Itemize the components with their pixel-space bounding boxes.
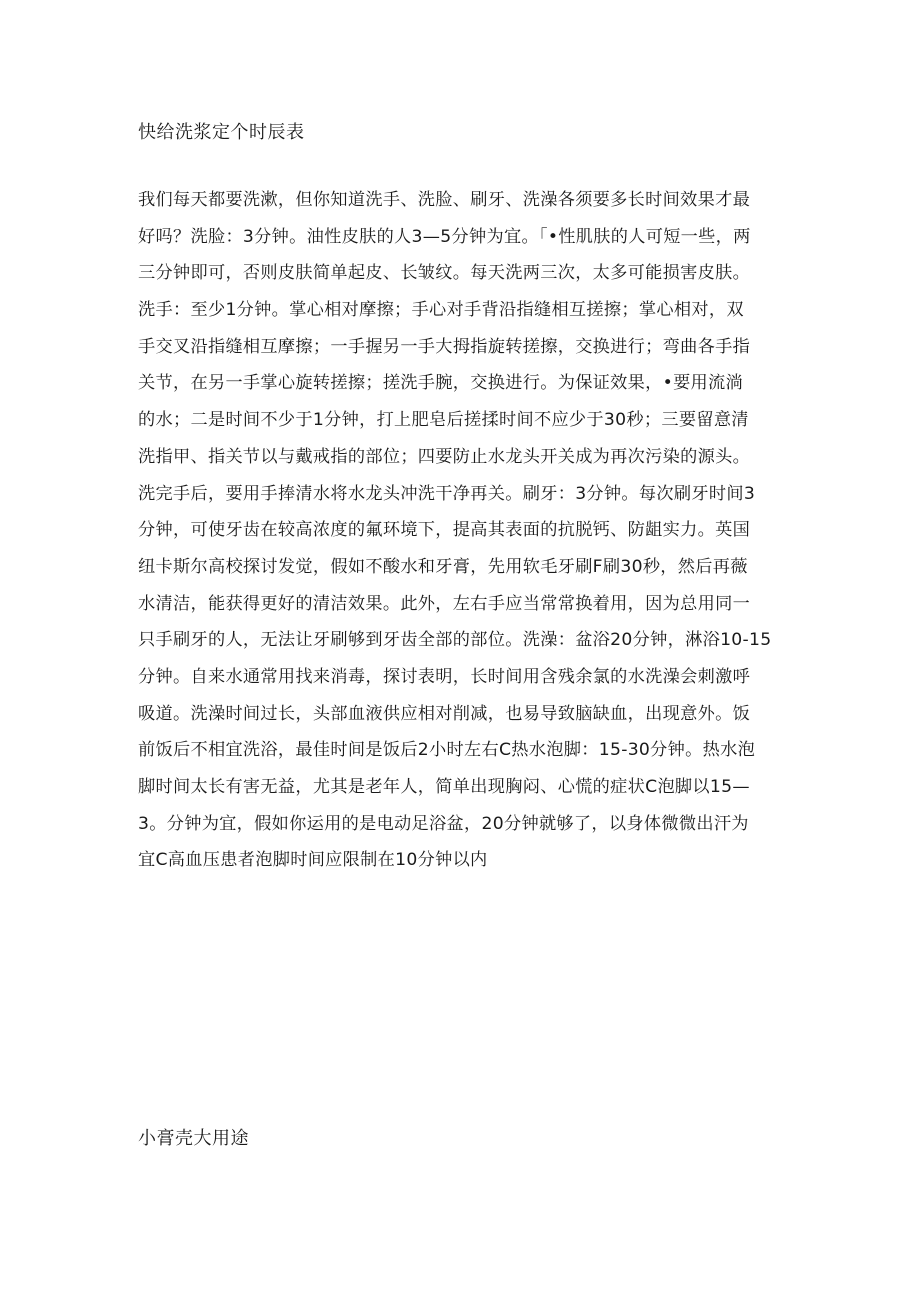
body-line: 纽卡斯尔高校探讨发觉，假如不酸水和牙膏，先用软毛牙刷F刷30秒，然后再薇 bbox=[138, 556, 748, 577]
body-line: 洗指甲、指关节以与戴戒指的部位；四要防止水龙头开关成为再次污染的源头。 bbox=[138, 446, 751, 467]
body-line: 三分钟即可，否则皮肤简单起皮、长皱纹。每天洗两三次，太多可能损害皮肤。 bbox=[138, 263, 751, 284]
body-line: 只手刷牙的人，无法让牙刷够到牙齿全部的部位。洗澡：盆浴20分钟，淋浴10-15 bbox=[138, 630, 772, 651]
article-body bbox=[138, 182, 788, 879]
article-heading: 快给洗浆定个时辰表 bbox=[138, 122, 305, 143]
body-line: 的水；二是时间不少于1分钟，打上肥皂后搓揉时间不应少于30秒；三要留意清 bbox=[138, 410, 749, 431]
body-line: 洗完手后，要用手捧清水将水龙头冲洗干净再关。刷牙：3分钟。每次刷牙时间3 bbox=[138, 483, 756, 504]
body-line: 脚时间太长有害无益，尤其是老年人，简单出现胸闷、心慌的症状C泡脚以15— bbox=[138, 777, 750, 797]
body-line: 关节，在另一手掌心旋转搓擦；搓洗手腕，交换进行。为保证效果，•要用流淌 bbox=[138, 373, 744, 394]
body-line: 手交叉沿指缝相互摩擦；一手握另一手大拇指旋转搓擦，交换进行；弯曲各手指 bbox=[138, 336, 751, 357]
body-line: 吸道。洗澡时间过长，头部血液供应相对削减，也易导致脑缺血，出现意外。饭 bbox=[138, 703, 751, 724]
body-line: 分钟。自来水通常用找来消毒，探讨表明，长时间用含残余氯的水洗澡会刺激呼 bbox=[138, 666, 751, 687]
body-line: 3。分钟为宜，假如你运用的是电动足浴盆，20分钟就够了，以身体微微出汗为 bbox=[138, 813, 749, 834]
body-line: 好吗？洗脸：3分钟。油性皮肤的人3—5分钟为宜。「•性肌肤的人可短一些，两 bbox=[138, 226, 751, 247]
body-line: 分钟，可使牙齿在较高浓度的氟环境下，提高其表面的抗脱钙、防龃实力。英国 bbox=[138, 520, 751, 541]
section-heading: 小膏壳大用途 bbox=[138, 1128, 249, 1149]
body-line: 前饭后不相宜洗浴，最佳时间是饭后2小时左右C热水泡脚：15-30分钟。热水泡 bbox=[138, 740, 756, 761]
body-line: 我们每天都要洗漱，但你知道洗手、洗脸、刷牙、洗澡各须要多长时间效果才最 bbox=[138, 190, 751, 210]
body-line: 水清洁，能获得更好的清洁效果。此外，左右手应当常常换着用，因为总用同一 bbox=[138, 593, 751, 614]
body-line: 宜C高血压患者泡脚时间应限制在10分钟以内 bbox=[138, 850, 488, 871]
body-line: 洗手：至少1分钟。掌心相对摩擦；手心对手背沿指缝相互搓擦；掌心相对，双 bbox=[138, 300, 744, 321]
